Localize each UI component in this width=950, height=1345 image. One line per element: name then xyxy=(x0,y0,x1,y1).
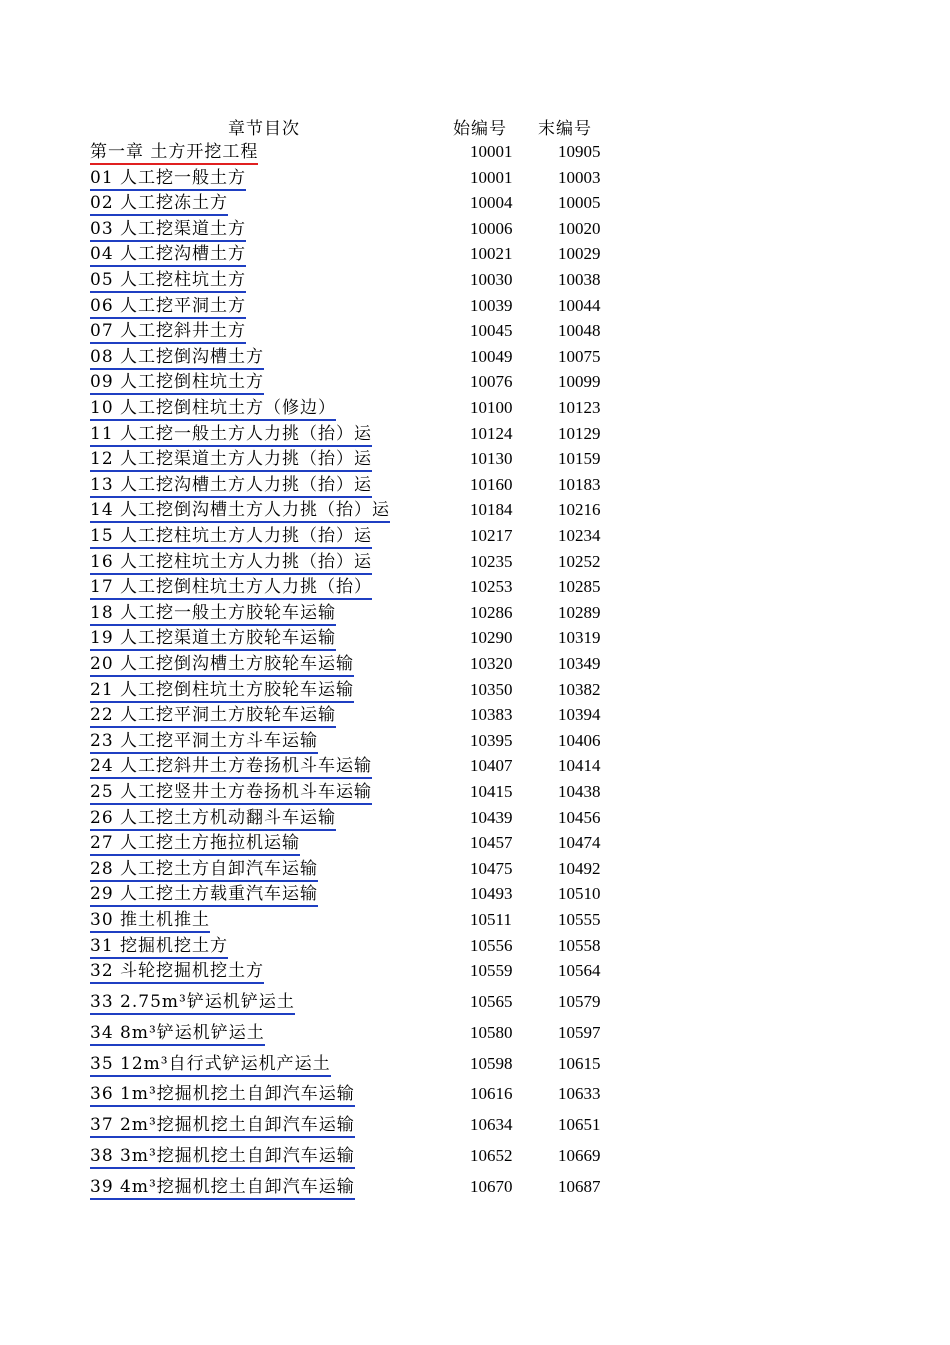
table-row xyxy=(0,525,950,549)
start-number: 10100 xyxy=(470,398,513,417)
end-number: 10382 xyxy=(558,679,601,699)
table-row xyxy=(0,935,950,959)
table-row xyxy=(0,397,950,421)
section-link[interactable]: 09 人工挖倒柱坑土方 xyxy=(90,371,264,395)
end-number: 10669 xyxy=(558,1146,601,1165)
table-row xyxy=(0,243,950,267)
start-number: 10160 xyxy=(470,474,513,494)
section-link[interactable]: 07 人工挖斜井土方 xyxy=(90,320,246,344)
table-row xyxy=(0,1022,950,1046)
section-link[interactable]: 25 人工挖竖井土方卷扬机斗车运输 xyxy=(90,781,372,805)
start-number: 10383 xyxy=(470,705,513,725)
table-row xyxy=(0,627,950,651)
table-row xyxy=(0,551,950,575)
end-number: 10579 xyxy=(558,992,601,1011)
start-number: 10039 xyxy=(470,295,513,315)
start-number: 10580 xyxy=(470,1022,513,1042)
start-number: 10565 xyxy=(470,992,513,1011)
section-link[interactable]: 39 4m³挖掘机挖土自卸汽车运输 xyxy=(90,1176,355,1200)
section-link[interactable]: 02 人工挖冻土方 xyxy=(90,192,228,216)
table-row xyxy=(0,781,950,805)
section-link[interactable]: 10 人工挖倒柱坑土方（修边） xyxy=(90,397,336,421)
section-link[interactable]: 31 挖掘机挖土方 xyxy=(90,935,228,959)
end-number: 10183 xyxy=(558,474,601,494)
start-number: 10670 xyxy=(470,1176,513,1196)
start-number: 10475 xyxy=(470,858,513,878)
table-row xyxy=(0,1176,950,1200)
start-number: 10556 xyxy=(470,935,513,955)
section-link[interactable]: 15 人工挖柱坑土方人力挑（抬）运 xyxy=(90,525,372,549)
start-number: 10290 xyxy=(470,628,513,648)
table-row xyxy=(0,167,950,191)
end-number: 10349 xyxy=(558,654,601,673)
table-row xyxy=(0,730,950,754)
end-number: 10159 xyxy=(558,449,601,469)
start-number: 10407 xyxy=(470,756,513,776)
end-number: 10905 xyxy=(558,142,601,161)
start-number: 10021 xyxy=(470,244,513,264)
end-number: 10044 xyxy=(558,295,601,315)
start-number: 10350 xyxy=(470,679,513,699)
end-number: 10492 xyxy=(558,858,601,878)
start-number: 10457 xyxy=(470,833,513,853)
table-row xyxy=(0,653,950,677)
section-link[interactable]: 37 2m³挖掘机挖土自卸汽车运输 xyxy=(90,1114,355,1138)
start-number: 10395 xyxy=(470,730,513,750)
section-link[interactable]: 18 人工挖一般土方胶轮车运输 xyxy=(90,602,336,626)
table-row xyxy=(0,807,950,831)
start-number: 10045 xyxy=(470,321,513,341)
start-number: 10493 xyxy=(470,884,513,904)
start-number: 10253 xyxy=(470,577,513,597)
start-number: 10235 xyxy=(470,551,513,571)
column-header-end-number: 末编号 xyxy=(538,119,592,139)
end-number: 10234 xyxy=(558,526,601,545)
end-number: 10005 xyxy=(558,193,601,213)
section-link[interactable]: 05 人工挖柱坑土方 xyxy=(90,269,246,293)
end-number: 10123 xyxy=(558,398,601,417)
section-link[interactable]: 20 人工挖倒沟槽土方胶轮车运输 xyxy=(90,653,354,677)
section-link[interactable]: 06 人工挖平洞土方 xyxy=(90,295,246,319)
end-number: 10129 xyxy=(558,423,601,443)
start-number: 10634 xyxy=(470,1115,513,1135)
table-row xyxy=(0,1083,950,1107)
section-link[interactable]: 19 人工挖渠道土方胶轮车运输 xyxy=(90,627,336,651)
table-row xyxy=(0,991,950,1015)
section-link[interactable]: 14 人工挖倒沟槽土方人力挑（抬）运 xyxy=(90,499,390,523)
end-number: 10319 xyxy=(558,628,601,648)
section-link[interactable]: 29 人工挖土方载重汽车运输 xyxy=(90,883,318,907)
end-number: 10564 xyxy=(558,961,601,981)
table-row xyxy=(0,269,950,293)
section-link[interactable]: 13 人工挖沟槽土方人力挑（抬）运 xyxy=(90,474,372,498)
start-number: 10006 xyxy=(470,218,513,238)
start-number: 10439 xyxy=(470,807,513,827)
section-link[interactable]: 38 3m³挖掘机挖土自卸汽车运输 xyxy=(90,1145,355,1169)
table-row xyxy=(0,474,950,498)
start-number: 10030 xyxy=(470,270,513,289)
end-number: 10474 xyxy=(558,833,601,853)
start-number: 10511 xyxy=(470,910,512,929)
end-number: 10558 xyxy=(558,935,601,955)
start-number: 10001 xyxy=(470,142,513,161)
start-number: 10001 xyxy=(470,167,513,187)
end-number: 10252 xyxy=(558,551,601,571)
table-row xyxy=(0,448,950,472)
table-row xyxy=(0,499,950,523)
end-number: 10285 xyxy=(558,577,601,597)
end-number: 10510 xyxy=(558,884,601,904)
column-header-start-number: 始编号 xyxy=(453,119,507,139)
section-link[interactable]: 21 人工挖倒柱坑土方胶轮车运输 xyxy=(90,679,354,703)
start-number: 10320 xyxy=(470,654,513,673)
start-number: 10652 xyxy=(470,1146,513,1165)
table-row xyxy=(0,1114,950,1138)
end-number: 10633 xyxy=(558,1084,601,1104)
end-number: 10456 xyxy=(558,807,601,827)
table-row xyxy=(0,883,950,907)
table-row xyxy=(0,960,950,984)
end-number: 10687 xyxy=(558,1176,601,1196)
end-number: 10003 xyxy=(558,167,601,187)
section-link[interactable]: 01 人工挖一般土方 xyxy=(90,167,246,191)
section-link[interactable]: 30 推土机推土 xyxy=(90,909,210,933)
section-link[interactable]: 23 人工挖平洞土方斗车运输 xyxy=(90,730,318,754)
section-link[interactable]: 34 8m³铲运机铲运土 xyxy=(90,1022,265,1046)
end-number: 10394 xyxy=(558,705,601,725)
chapter-row xyxy=(0,141,950,165)
table-row xyxy=(0,346,950,370)
start-number: 10049 xyxy=(470,346,513,366)
section-link[interactable]: 08 人工挖倒沟槽土方 xyxy=(90,346,264,370)
section-link[interactable]: 24 人工挖斜井土方卷扬机斗车运输 xyxy=(90,755,372,779)
column-header-chapter: 章节目次 xyxy=(228,119,300,139)
section-link[interactable]: 35 12m³自行式铲运机产运土 xyxy=(90,1053,331,1077)
section-link[interactable]: 17 人工挖倒柱坑土方人力挑（抬） xyxy=(90,576,372,600)
table-row xyxy=(0,371,950,395)
end-number: 10075 xyxy=(558,346,601,366)
section-link[interactable]: 27 人工挖土方拖拉机运输 xyxy=(90,832,300,856)
end-number: 10406 xyxy=(558,730,601,750)
table-row xyxy=(0,1053,950,1077)
section-link[interactable]: 36 1m³挖掘机挖土自卸汽车运输 xyxy=(90,1083,355,1107)
end-number: 10020 xyxy=(558,218,601,238)
section-link[interactable]: 28 人工挖土方自卸汽车运输 xyxy=(90,858,318,882)
start-number: 10004 xyxy=(470,193,513,213)
end-number: 10615 xyxy=(558,1053,601,1073)
end-number: 10099 xyxy=(558,372,601,392)
table-row xyxy=(0,1145,950,1169)
table-row xyxy=(0,909,950,933)
section-link[interactable]: 33 2.75m³铲运机铲运土 xyxy=(90,991,295,1015)
start-number: 10076 xyxy=(470,372,513,392)
table-row xyxy=(0,423,950,447)
section-link[interactable]: 11 人工挖一般土方人力挑（抬）运 xyxy=(90,423,372,447)
start-number: 10616 xyxy=(470,1084,513,1104)
end-number: 10651 xyxy=(558,1115,601,1135)
section-link[interactable]: 12 人工挖渠道土方人力挑（抬）运 xyxy=(90,448,372,472)
end-number: 10289 xyxy=(558,602,601,622)
table-row xyxy=(0,218,950,242)
start-number: 10559 xyxy=(470,961,513,981)
table-row xyxy=(0,320,950,344)
table-row xyxy=(0,295,950,319)
chapter-link[interactable]: 第一章 土方开挖工程 xyxy=(90,141,258,165)
table-row xyxy=(0,858,950,882)
end-number: 10038 xyxy=(558,270,601,289)
table-row xyxy=(0,192,950,216)
table-row xyxy=(0,602,950,626)
start-number: 10184 xyxy=(470,500,513,520)
end-number: 10597 xyxy=(558,1022,601,1042)
start-number: 10130 xyxy=(470,449,513,469)
table-row xyxy=(0,704,950,728)
section-link[interactable]: 22 人工挖平洞土方胶轮车运输 xyxy=(90,704,336,728)
section-link[interactable]: 03 人工挖渠道土方 xyxy=(90,218,246,242)
start-number: 10124 xyxy=(470,423,513,443)
end-number: 10029 xyxy=(558,244,601,264)
table-row xyxy=(0,755,950,779)
end-number: 10555 xyxy=(558,910,601,929)
start-number: 10217 xyxy=(470,526,513,545)
section-link[interactable]: 32 斗轮挖掘机挖土方 xyxy=(90,960,264,984)
end-number: 10216 xyxy=(558,500,601,520)
end-number: 10048 xyxy=(558,321,601,341)
section-link[interactable]: 26 人工挖土方机动翻斗车运输 xyxy=(90,807,336,831)
table-row xyxy=(0,576,950,600)
start-number: 10286 xyxy=(470,602,513,622)
table-row xyxy=(0,832,950,856)
start-number: 10415 xyxy=(470,782,513,801)
section-link[interactable]: 16 人工挖柱坑土方人力挑（抬）运 xyxy=(90,551,372,575)
end-number: 10414 xyxy=(558,756,601,776)
end-number: 10438 xyxy=(558,782,601,801)
start-number: 10598 xyxy=(470,1053,513,1073)
table-row xyxy=(0,679,950,703)
section-link[interactable]: 04 人工挖沟槽土方 xyxy=(90,243,246,267)
